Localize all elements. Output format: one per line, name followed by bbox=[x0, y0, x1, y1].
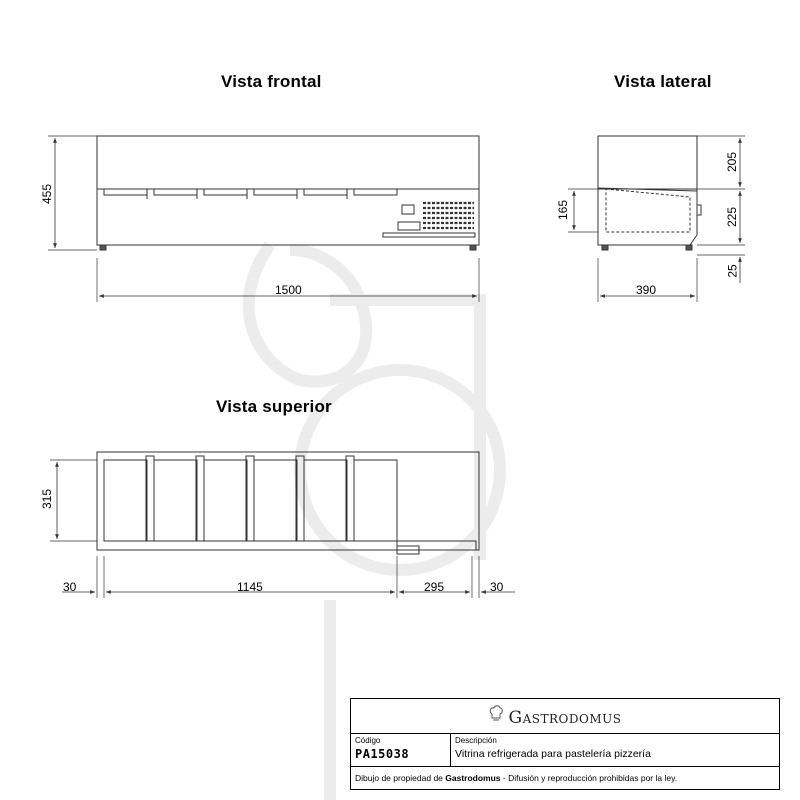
front-vent-grille bbox=[423, 203, 474, 228]
top-view bbox=[50, 452, 515, 598]
dim-top-right-margin: 30 bbox=[490, 580, 504, 594]
notice-prefix: Dibujo de propiedad de bbox=[355, 773, 446, 783]
product-code: PA15038 bbox=[355, 747, 410, 761]
dim-top-motor-length: 295 bbox=[424, 580, 445, 594]
description-cell bbox=[451, 734, 779, 766]
title-block-header bbox=[351, 699, 779, 734]
code-cell bbox=[351, 734, 451, 766]
front-control-switch bbox=[402, 205, 414, 214]
front-trays bbox=[104, 189, 397, 199]
brand-name: Gastrodomus bbox=[508, 708, 622, 728]
notice-suffix: - Difusión y reproducción prohibidas por la ley. bbox=[500, 773, 678, 783]
side-view-title: Vista lateral bbox=[614, 72, 712, 91]
title-block-info-row bbox=[351, 734, 779, 767]
front-display bbox=[398, 222, 420, 230]
dim-top-left-margin: 30 bbox=[63, 580, 77, 594]
front-view-title: Vista frontal bbox=[221, 72, 322, 91]
dim-top-depth: 315 bbox=[40, 488, 55, 510]
copyright-notice bbox=[355, 773, 677, 783]
title-block bbox=[350, 698, 780, 790]
top-trays bbox=[104, 456, 397, 541]
description-label: Descripción bbox=[455, 736, 497, 745]
product-description: Vitrina refrigerada para pastelería pizzería bbox=[455, 748, 651, 760]
title-block-notice-row bbox=[351, 767, 779, 789]
dim-side-door: 165 bbox=[556, 199, 571, 221]
top-view-title: Vista superior bbox=[216, 397, 332, 416]
dim-side-bottom: 25 bbox=[725, 264, 740, 278]
side-view bbox=[568, 136, 745, 302]
notice-brand: Gastrodomus bbox=[445, 773, 501, 783]
front-view bbox=[48, 136, 479, 302]
dim-side-middle: 225 bbox=[725, 206, 740, 228]
dim-front-height: 455 bbox=[40, 183, 55, 205]
dim-side-depth: 390 bbox=[636, 283, 657, 297]
code-label: Código bbox=[355, 736, 381, 745]
dim-side-upper: 205 bbox=[725, 151, 740, 173]
dim-top-tray-length: 1145 bbox=[237, 580, 263, 594]
dim-front-width: 1500 bbox=[275, 283, 302, 297]
